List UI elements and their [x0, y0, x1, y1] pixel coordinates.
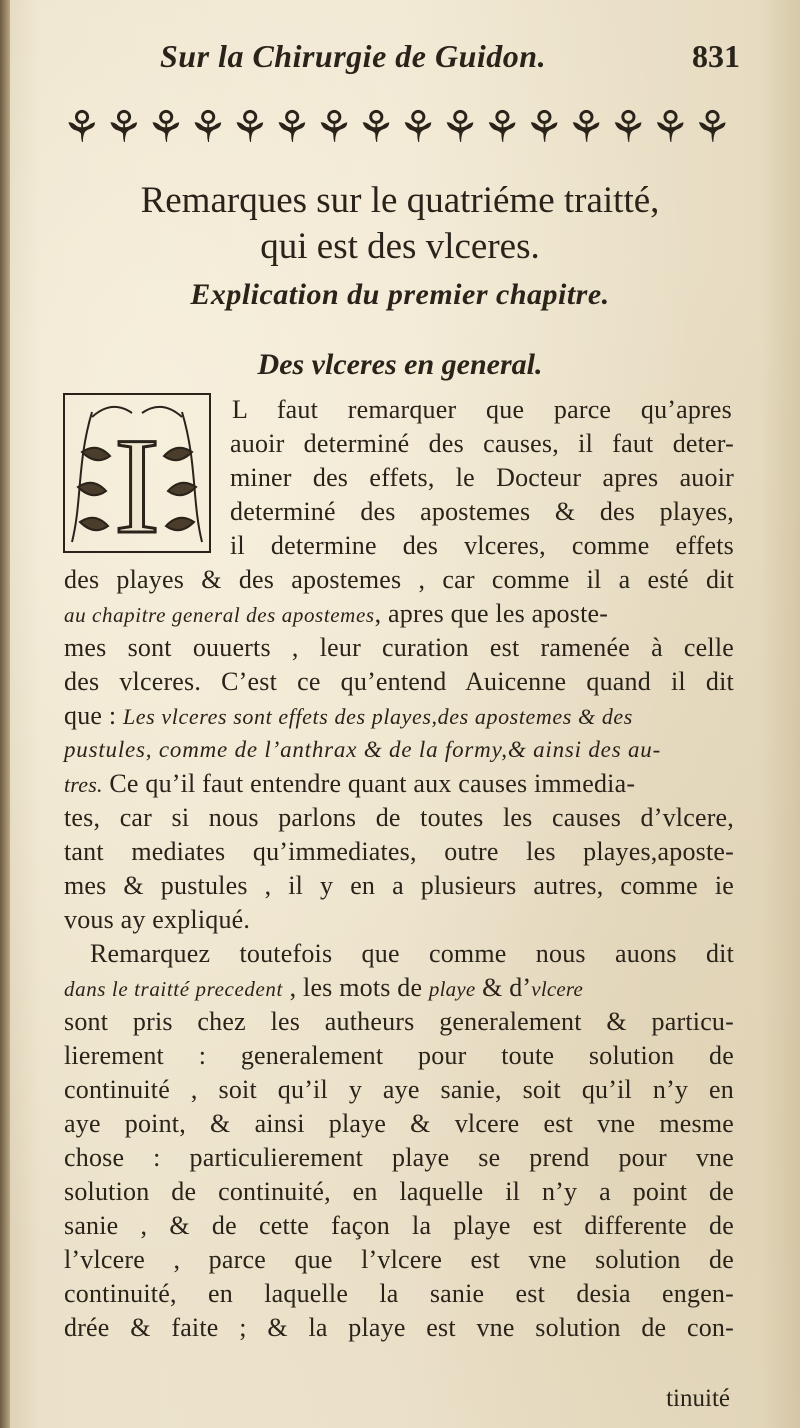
text-line: des playes & des apostemes , car comme il a esté dit — [64, 565, 734, 594]
text-line: auoir determiné des causes, il faut deter- — [230, 429, 734, 458]
chapter-heading — [80, 178, 720, 270]
page-gutter — [0, 0, 10, 1428]
fleuron-icon: ⚘ — [230, 102, 270, 153]
page-number: 831 — [692, 38, 740, 74]
text-span: , les mots de — [282, 973, 429, 1002]
text-line: des vlceres. C’est ce qu’entend Auicenne quand il dit — [64, 667, 734, 696]
italic-phrase: playe — [428, 977, 476, 1001]
text-line — [64, 700, 734, 733]
fleuron-icon: ⚘ — [146, 102, 186, 153]
text-line: sont pris chez les autheurs generalement & particu- — [64, 1007, 734, 1036]
catchword: tinuité — [666, 1385, 730, 1412]
text-span: & d’ — [475, 973, 532, 1002]
text-line — [64, 972, 734, 1005]
text-line: drée & faite ; & la playe est vne solution de con- — [64, 1313, 734, 1342]
text-line: miner des effets, le Docteur apres auoir — [230, 463, 734, 492]
text-line: chose : particulierement playe se prend pour vne — [64, 1143, 734, 1172]
fleuron-icon: ⚘ — [314, 102, 354, 153]
text-line: l’vlcere , parce que l’vlcere est vne solution de — [64, 1245, 734, 1274]
italic-phrase: vlcere — [531, 977, 584, 1001]
running-head — [160, 38, 740, 88]
fleuron-icon: ⚘ — [566, 102, 606, 153]
text-line: determiné des apostemes & des playes, — [230, 497, 734, 526]
fleuron-icon: ⚘ — [188, 102, 228, 153]
running-title: Sur la Chirurgie de Guidon. — [160, 38, 547, 74]
text-line: pustules, comme de l’anthrax & de la formy,& ainsi des au- — [64, 737, 662, 762]
fleuron-icon: ⚘ — [440, 102, 480, 153]
italic-phrase: Les vlceres sont effets des playes,des apostemes & des — [122, 704, 633, 729]
decorated-initial — [62, 392, 212, 554]
section-title: Des vlceres en general. — [257, 348, 543, 381]
fleuron-icon: ⚘ — [356, 102, 396, 153]
italic-phrase: au chapitre general des apostemes — [64, 603, 375, 627]
explication-title: Explication du premier chapitre. — [190, 278, 610, 311]
text-line — [64, 598, 734, 631]
fleuron-icon: ⚘ — [398, 102, 438, 153]
fleuron-icon: ⚘ — [608, 102, 648, 153]
text-line: Remarquez toutefois que comme nous auons dit — [90, 939, 734, 968]
text-line: tant mediates qu’immediates, outre les playes,aposte- — [64, 837, 734, 866]
fleuron-ornament-band — [62, 100, 732, 156]
fleuron-icon: ⚘ — [104, 102, 144, 153]
text-line: mes & pustules , il y en a plusieurs autres, comme ie — [64, 871, 734, 900]
chapter-heading-line: Remarques sur le quatriéme traitté, — [140, 180, 660, 221]
text-line: il determine des vlceres, comme effets — [230, 531, 734, 560]
decorated-initial-icon — [62, 392, 212, 554]
text-span: , apres que les aposte- — [374, 599, 609, 628]
fleuron-icon: ⚘ — [62, 102, 102, 153]
fleuron-icon: ⚘ — [692, 102, 732, 153]
text-line: tes, car si nous parlons de toutes les causes d’vlcere, — [64, 803, 734, 832]
fleuron-icon: ⚘ — [272, 102, 312, 153]
chapter-heading-line: qui est des vlceres. — [260, 226, 540, 267]
text-line: lierement : generalement pour toute solution de — [64, 1041, 734, 1070]
text-line — [64, 768, 734, 801]
text-line: continuité , soit qu’il y aye sanie, soit qu’il n’y en — [64, 1075, 734, 1104]
fleuron-icon: ⚘ — [650, 102, 690, 153]
text-line: aye point, & ainsi playe & vlcere est vne mesme — [64, 1109, 734, 1138]
initial-letter: I — [114, 409, 160, 554]
text-line: vous ay expliqué. — [64, 905, 251, 934]
italic-phrase: dans le traitté precedent — [64, 977, 283, 1001]
text-span: Ce qu’il faut entendre quant aux causes immedia- — [102, 769, 636, 798]
text-line: sanie , & de cette façon la playe est differente de — [64, 1211, 734, 1240]
fleuron-icon: ⚘ — [524, 102, 564, 153]
italic-phrase: tres. — [64, 772, 103, 797]
text-line: solution de continuité, en laquelle il n’y a point de — [64, 1177, 734, 1206]
text-line: L faut remarquer que parce qu’apres — [232, 395, 732, 424]
text-line: continuité, en laquelle la sanie est desia engen- — [64, 1279, 734, 1308]
text-line: mes sont ouuerts , leur curation est ramenée à celle — [64, 633, 734, 662]
text-span: que : — [64, 701, 123, 730]
fleuron-icon: ⚘ — [482, 102, 522, 153]
